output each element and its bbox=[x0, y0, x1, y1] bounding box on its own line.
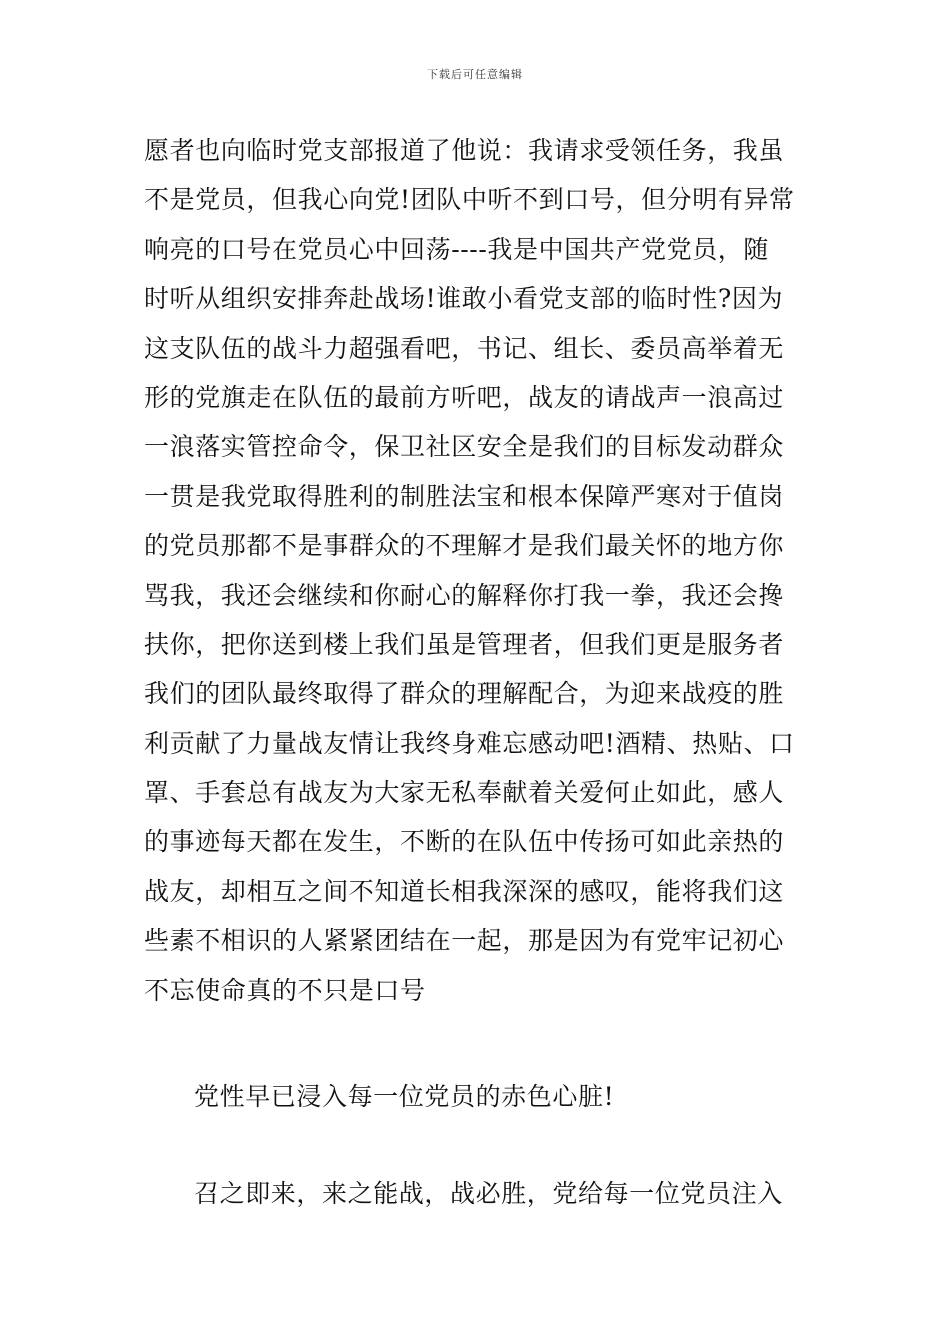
text-line: 响亮的口号在党员心中回荡----我是中国共产党党员，随 bbox=[144, 234, 769, 264]
text-line: 战友，却相互之间不知道长相我深深的感叹，能将我们这 bbox=[144, 876, 785, 906]
text-line: 一贯是我党取得胜利的制胜法宝和根本保障严寒对于值岗 bbox=[144, 481, 785, 511]
body-paragraph-short: 党性早已浸入每一位党员的赤色心脏! bbox=[194, 1082, 615, 1111]
text-line: 时听从组织安排奔赴战场!谁敢小看党支部的临时性?因为 bbox=[144, 284, 784, 314]
text-line: 不是党员，但我心向党!团队中听不到口号，但分明有异常 bbox=[144, 185, 795, 215]
page-header-note: 下载后可任意编辑 bbox=[427, 68, 523, 81]
text-line: 扶你，把你送到楼上我们虽是管理者，但我们更是服务者 bbox=[144, 629, 785, 659]
text-line: 骂我，我还会继续和你耐心的解释你打我一拳，我还会搀 bbox=[144, 580, 785, 610]
text-line: 形的党旗走在队伍的最前方听吧，战友的请战声一浪高过 bbox=[144, 382, 785, 412]
text-line: 的党员那都不是事群众的不理解才是我们最关怀的地方你 bbox=[144, 531, 785, 561]
text-line: 些素不相识的人紧紧团结在一起，那是因为有党牢记初心 bbox=[144, 926, 785, 956]
text-line: 一浪落实管控命令，保卫社区安全是我们的目标发动群众 bbox=[144, 432, 785, 462]
text-line: 罩、手套总有战友为大家无私奉献着关爱何止如此，感人 bbox=[144, 778, 785, 808]
text-line: 愿者也向临时党支部报道了他说：我请求受领任务，我虽 bbox=[144, 136, 785, 165]
text-line: 这支队伍的战斗力超强看吧，书记、组长、委员高举着无 bbox=[144, 333, 785, 363]
text-line: 我们的团队最终取得了群众的理解配合，为迎来战疫的胜 bbox=[144, 679, 785, 709]
text-line: 不忘使命真的不只是口号 bbox=[144, 975, 426, 1005]
body-paragraph bbox=[144, 126, 808, 1015]
text-line: 利贡献了力量战友情让我终身难忘感动吧!酒精、热贴、口 bbox=[144, 728, 795, 758]
text-line: 的事迹每天都在发生，不断的在队伍中传扬可如此亲热的 bbox=[144, 827, 785, 857]
body-paragraph-continued: 召之即来，来之能战，战必胜，党给每一位党员注入 bbox=[194, 1179, 783, 1208]
